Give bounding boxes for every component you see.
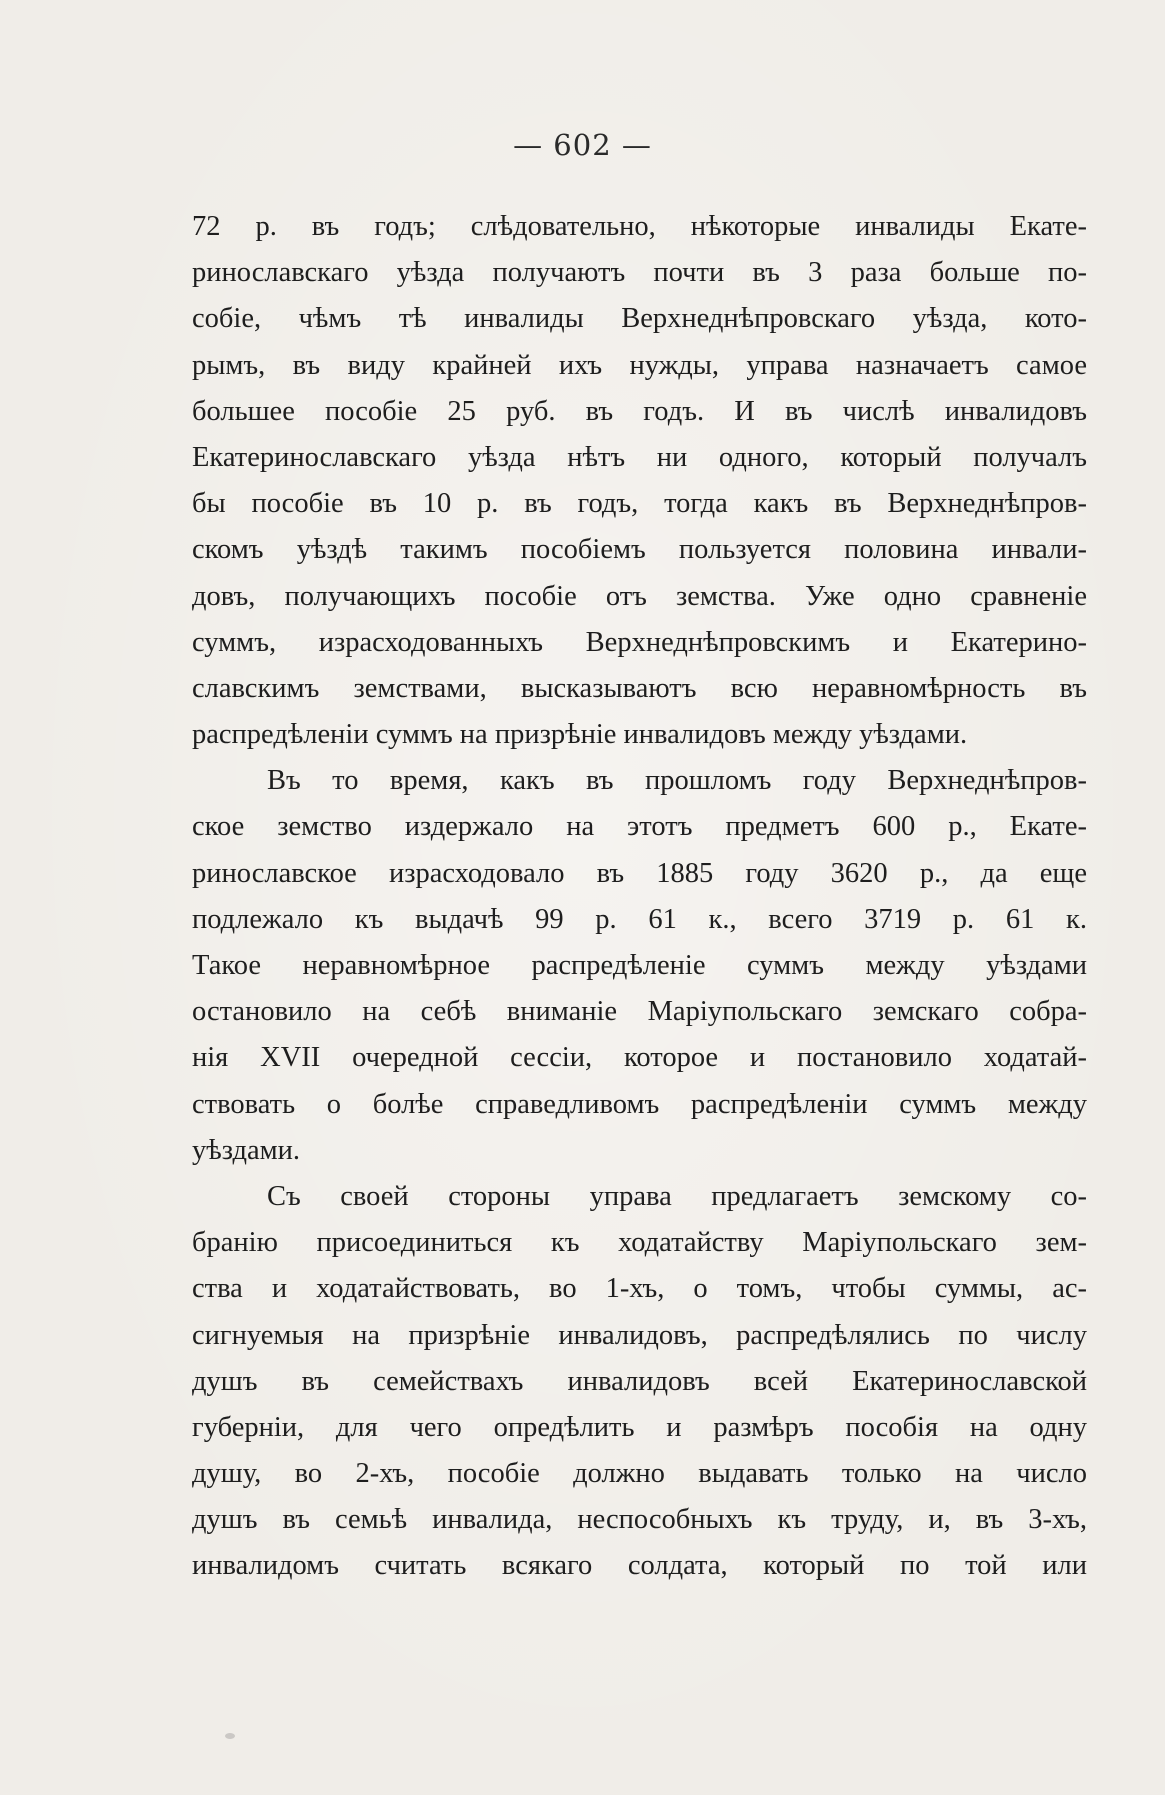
text-line: распредѣленіи суммъ на призрѣніе инвалидовъ между уѣздами. [192,719,968,751]
text-line: инвалидомъ считать всякаго солдата, который по той или [192,1550,1087,1582]
text-line: Екатеринославскаго уѣзда нѣтъ ни одного, который получалъ [192,441,1087,473]
body-text [192,204,1087,1590]
text-line: душъ въ семействахъ инвалидовъ всей Екатеринославской [192,1365,1087,1397]
text-line: скомъ уѣздѣ такимъ пособіемъ пользуется половина инвали- [192,534,1087,566]
text-line: ское земство издержало на этотъ предметъ 600 р., Екате- [192,811,1087,843]
paragraph-start-line: Въ то время, какъ въ прошломъ году Верхнеднѣпров- [267,765,1087,797]
ink-speck [225,1733,235,1739]
text-line: довъ, получающихъ пособіе отъ земства. Уже одно сравненіе [192,580,1087,612]
text-line: губерніи, для чего опредѣлить и размѣръ пособія на одну [192,1411,1087,1443]
text-line: Такое неравномѣрное распредѣленіе суммъ между уѣздами [192,950,1087,981]
text-line: 72 р. въ годъ; слѣдовательно, нѣкоторые инвалиды Екате- [192,211,1087,242]
text-line: подлежало къ выдачѣ 99 р. 61 к., всего 3719 р. 61 к. [192,903,1087,935]
text-line: остановило на себѣ вниманіе Маріупольскаго земскаго собра- [192,996,1087,1028]
text-line: бы пособіе въ 10 р. въ годъ, тогда какъ въ Верхнеднѣпров- [192,488,1087,520]
page-number: — 602 — [513,128,652,162]
text-line: душъ въ семьѣ инвалида, неспособныхъ къ труду, и, въ 3-хъ, [192,1504,1087,1536]
text-line: большее пособіе 25 руб. въ годъ. И въ числѣ инвалидовъ [192,395,1087,427]
text-line: славскимъ земствами, высказываютъ всю неравномѣрность въ [192,672,1087,704]
text-line: ринославскаго уѣзда получаютъ почти въ 3 раза больше по- [192,257,1087,289]
text-line: рымъ, въ виду крайней ихъ нужды, управа назначаетъ самое [192,349,1087,381]
text-line: ринославское израсходовало въ 1885 году 3620 р., да еще [192,857,1087,889]
text-line: нія XVII очередной сессіи, которое и постановило ходатай- [192,1042,1087,1074]
text-line: уѣздами. [192,1134,301,1166]
text-line: сигнуемыя на призрѣніе инвалидовъ, распредѣлялись по числу [192,1319,1087,1351]
paragraph-start-line: Съ своей стороны управа предлагаетъ земскому со- [267,1180,1087,1212]
text-line: ствовать о болѣе справедливомъ распредѣленіи суммъ между [192,1088,1087,1120]
text-line: ства и ходатайствовать, во 1-хъ, о томъ, чтобы суммы, ас- [192,1273,1087,1305]
text-line: суммъ, израсходованныхъ Верхнеднѣпровскимъ и Екатерино- [192,626,1087,658]
text-line: душу, во 2-хъ, пособіе должно выдавать только на число [192,1458,1087,1490]
text-line: бранію присоединиться къ ходатайству Маріупольскаго зем- [192,1227,1087,1259]
text-line: собіе, чѣмъ тѣ инвалиды Верхнеднѣпровскаго уѣзда, кото- [192,303,1087,335]
